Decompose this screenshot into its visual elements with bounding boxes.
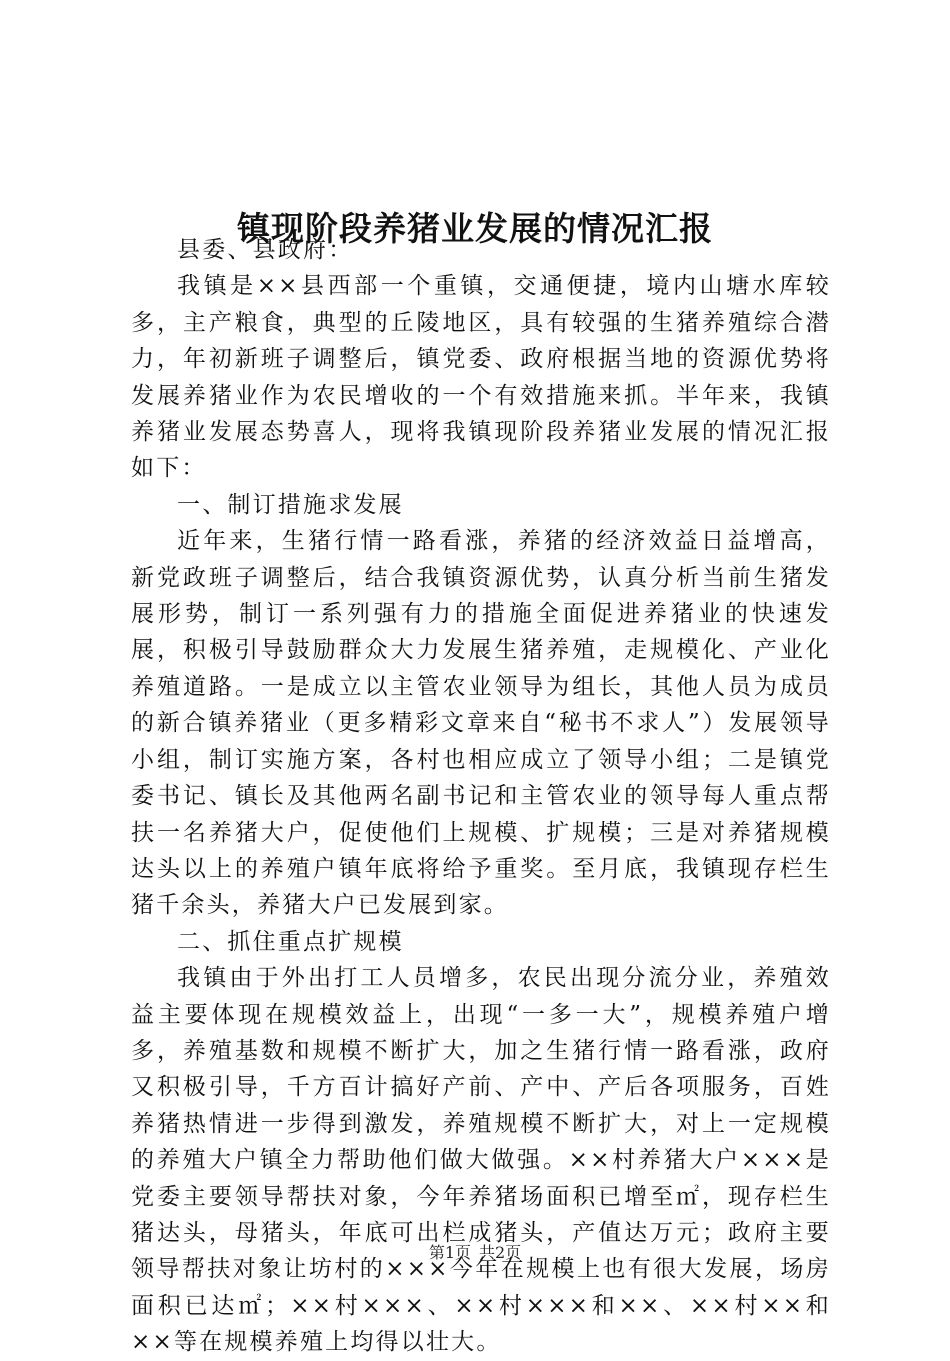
document-title: 镇现阶段养猪业发展的情况汇报 (237, 209, 713, 249)
paragraph-section-1: 近年来，生猪行情一路看涨，养猪的经济效益日益增高，新党政班子调整后，结合我镇资源优势，认真分析当前生猪发展形势，制订一系列强有力的措施全面促进养猪业的快速发展，积极引导鼓励群众大力发展生猪养殖，走规模化、产业化养殖道路。一是成立以主管农业领导为组长，其他人员为成员的新合镇养猪业（更多精彩文章来自“秘书不求人”）发展领导小组，制订实施方案，各村也相应成立了领导小组；二是镇党委书记、镇长及其他两名副书记和主管农业的领导每人重点帮扶一名养猪大户，促使他们上规模、扩规模；三是对养猪规模达头以上的养殖户镇年底将给予重奖。至月底，我镇现存栏生猪千余头，养猪大户已发展到家。 (131, 528, 831, 919)
page-number: 第1页 (428, 1243, 471, 1262)
paragraph-section-2: 我镇由于外出打工人员增多，农民出现分流分业，养殖效益主要体现在规模效益上，出现“一多一大”，规模养殖户增多，养殖基数和规模不断扩大，加之生猪行情一路看涨，政府又积极引导，千方百计搞好产前、产中、产后各项服务，百姓养猪热情进一步得到激发，养殖规模不断扩大，对上一定规模的养殖大户镇全力帮助他们做大做强。××村养猪大户×××是党委主要领导帮扶对象，今年养猪场面积已增至㎡，现存栏生猪达头，母猪头，年底可出栏成猪头，产值达万元；政府主要领导帮扶对象让坊村的×××今年在规模上也有很大发展，场房面积已达㎡；××村×××、××村×××和××、××村××和××等在规模养殖上均得以壮大。 (131, 965, 831, 1356)
page-total: 共2页 (479, 1243, 522, 1262)
paragraph-intro: 我镇是××县西部一个重镇，交通便捷，境内山塘水库较多，主产粮食，典型的丘陵地区，具有较强的生猪养殖综合潜力，年初新班子调整后，镇党委、政府根据当地的资源优势将发展养猪业作为农民增收的一个有效措施来抓。半年来，我镇养猪业发展态势喜人，现将我镇现阶段养猪业发展的情况汇报如下： (131, 273, 831, 482)
document-body (131, 232, 831, 1361)
salutation: 县委、县政府： (177, 237, 354, 263)
page-footer (0, 1242, 950, 1264)
section-heading-1: 一、制订措施求发展 (177, 491, 404, 518)
section-heading-2: 二、抓住重点扩规模 (177, 928, 404, 955)
